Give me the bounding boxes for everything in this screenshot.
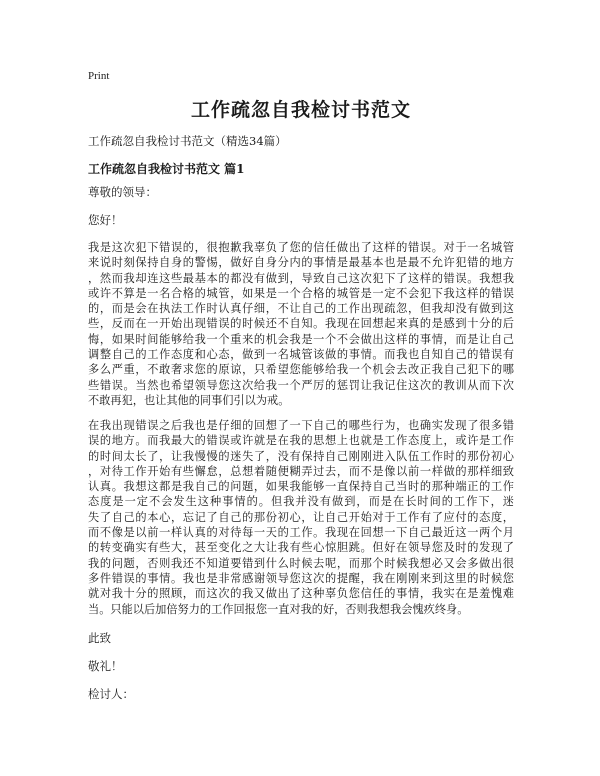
paragraph-line: 而不像是以前一样认真的对待每一天的工作。我现在回想一下自己最近这一两个月 — [88, 526, 514, 540]
paragraph-line: 的转变确实有些大，甚至变化之大让我有些心惊胆跳。但好在领导您及时的发现了 — [88, 541, 514, 555]
paragraph-1 — [88, 240, 514, 408]
paragraph-line: 来说时刻保持自身的警惕，做好自身分内的事情是最基本也是最不允许犯错的地方 — [88, 256, 514, 270]
paragraph-line: 多么严重，不敢奢求您的原谅，只希望您能够给我一个机会去改正我自己犯下的哪 — [88, 363, 514, 377]
paragraph-line: 我的问题，否则我还不知道要错到什么时候去呢，而那个时候我想必又会多做出很 — [88, 556, 514, 570]
paragraph-line: 的，而是会在执法工作时认真仔细，不让自己的工作出现疏忽，但我却没有做到这 — [88, 302, 514, 316]
paragraph-line: 认真。我想这都是我自己的问题，如果我能够一直保持自己当时的那种端正的工作 — [88, 480, 514, 494]
paragraph-line: 悔，如果时间能够给我一个重来的机会我是一个不会做出这样的事情，而是让自己 — [88, 332, 514, 346]
greeting: 您好！ — [88, 213, 123, 227]
page-title: 工作疏忽自我检讨书范文 — [190, 99, 411, 121]
document-subtitle: 工作疏忽自我检讨书范文（精选34篇） — [88, 134, 287, 148]
print-link[interactable]: Print — [88, 70, 110, 82]
paragraph-line: 当。只能以后加倍努力的工作回报您一直对我的好，否则我想我会愧疚终身。 — [88, 602, 469, 616]
signature-label: 检讨人： — [88, 687, 134, 701]
closing-salutation: 此致 — [88, 631, 111, 645]
paragraph-2 — [88, 418, 514, 617]
paragraph-line: ，然而我却连这些最基本的都没有做到，导致自己这次犯下了这样的错误。我想我 — [88, 271, 514, 285]
paragraph-line: 调整自己的工作态度和心态，做到一名城管该做的事情。而我也自知自己的错误有 — [88, 348, 514, 362]
paragraph-line: 些错误。当然也希望领导您这次给我一个严厉的惩罚让我记住这次的教训从而下次 — [88, 378, 514, 392]
paragraph-line: 些，反而在一开始出现错误的时候还不自知。我现在回想起来真的是感到十分的后 — [88, 317, 514, 331]
paragraph-line: 不敢再犯，也让其他的同事们引以为戒。 — [88, 393, 290, 407]
section-heading: 工作疏忽自我检讨书范文 篇1 — [88, 162, 245, 176]
paragraph-line: ，对待工作开始有些懈怠，总想着随便糊弄过去，而不是像以前一样做的那样细致 — [88, 464, 514, 478]
salutation: 尊敬的领导： — [88, 185, 157, 199]
paragraph-line: 我是这次犯下错误的，很抱歉我辜负了您的信任做出了这样的错误。对于一名城管 — [88, 241, 514, 254]
paragraph-line: 多件错误的事情。我也是非常感谢领导您这次的提醒，我在刚刚来到这里的时候您 — [88, 571, 514, 585]
paragraph-line: 在我出现错误之后我也是仔细的回想了一下自己的哪些行为，也确实发现了很多错 — [88, 419, 514, 432]
paragraph-line: 误的地方。而我最大的错误或许就是在我的思想上也就是工作态度上，或许是工作 — [88, 434, 514, 448]
paragraph-line: 失了自己的本心，忘记了自己的那份初心，让自己开始对于工作有了应付的态度， — [88, 510, 514, 524]
closing-regards: 敬礼！ — [88, 659, 123, 673]
paragraph-line: 态度是一定不会发生这种事情的。但我并没有做到，而是在长时间的工作下，迷 — [88, 495, 514, 509]
paragraph-line: 的时间太长了，让我慢慢的迷失了，没有保持自己刚刚进入队伍工作时的那份初心 — [88, 449, 514, 463]
paragraph-line: 或许不算是一名合格的城管，如果是一个合格的城管是一定不会犯下我这样的错误 — [88, 286, 514, 300]
paragraph-line: 就对我十分的照顾，而这次的我又做出了这种辜负您信任的事情，我实在是羞愧难 — [88, 587, 514, 601]
